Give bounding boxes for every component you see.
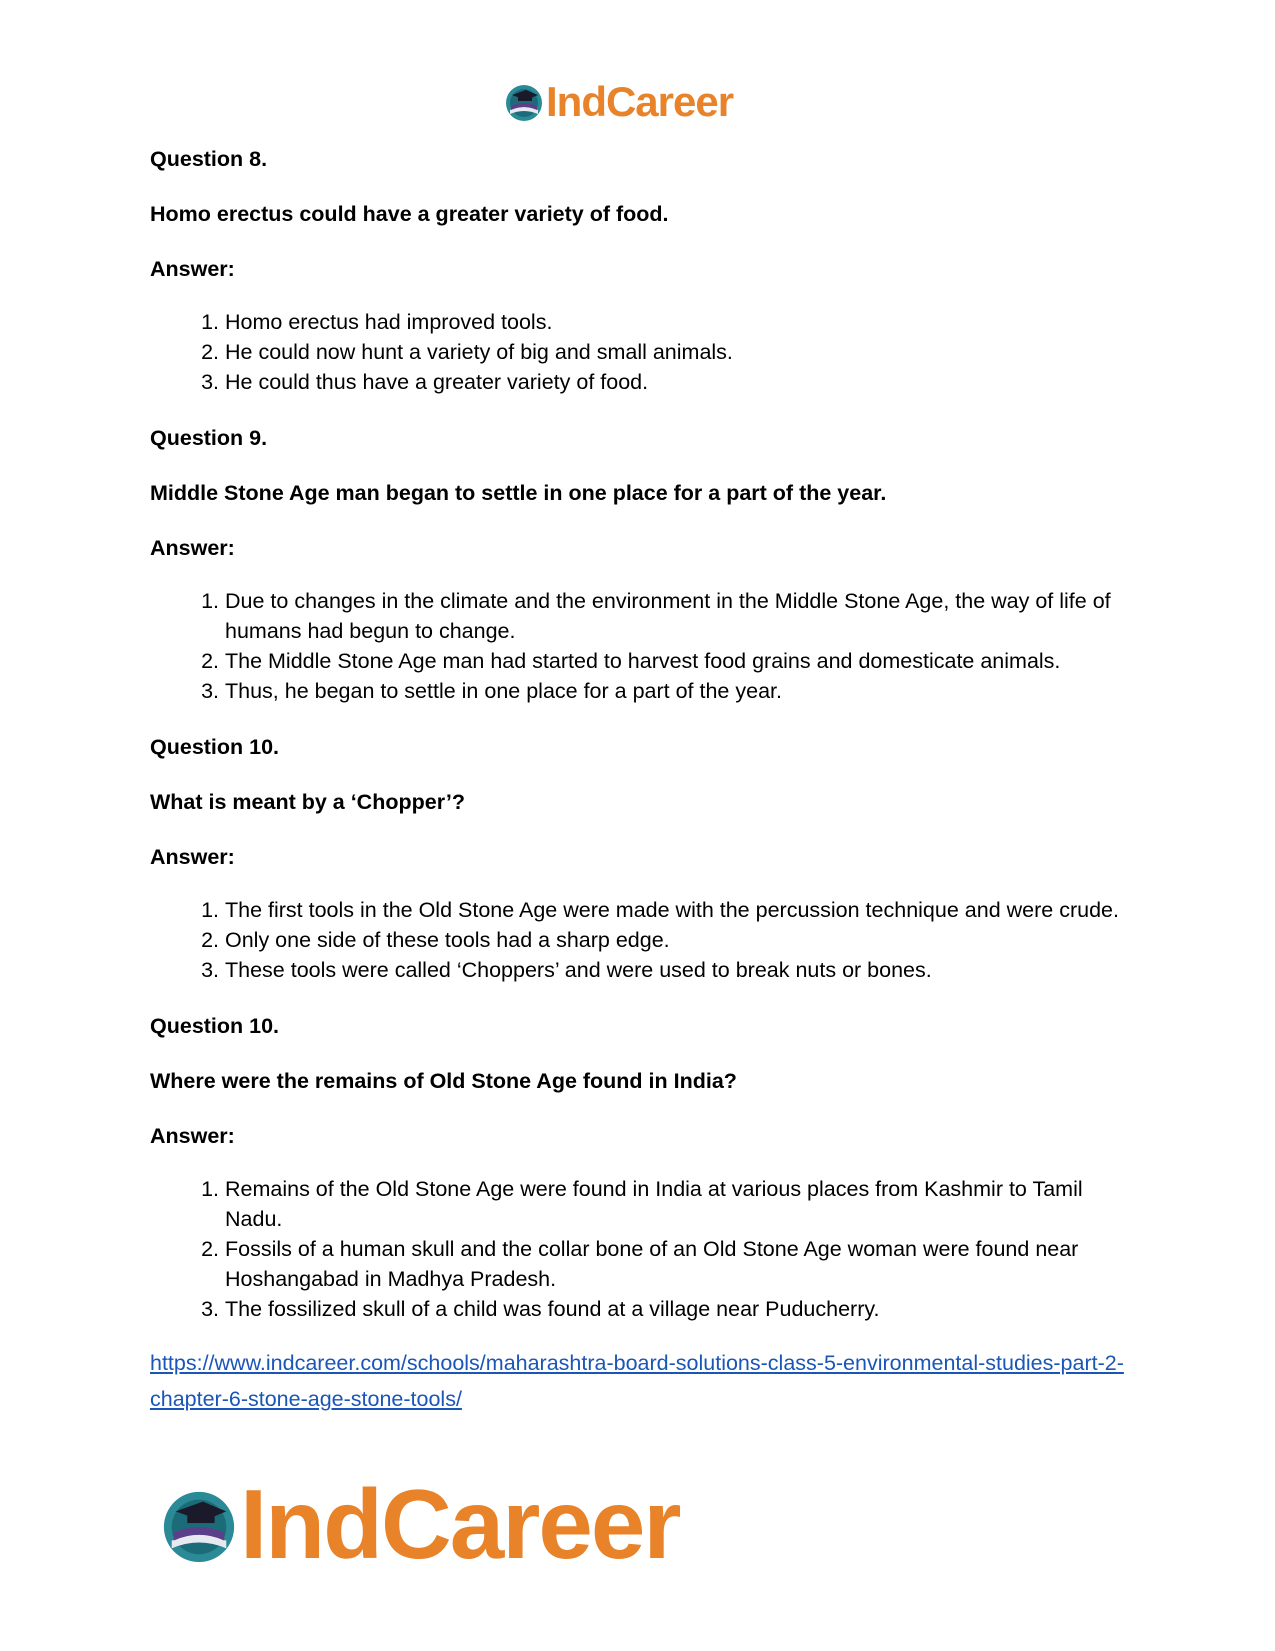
answer-label: Answer: — [150, 845, 235, 869]
source-link[interactable]: https://www.indcareer.com/schools/maharashtra-board-solutions-class-5-environmental-studies-part-2-chapter-6-stone-age-stone-tools/ — [150, 1351, 1124, 1411]
question-number: Question 10. — [150, 735, 280, 759]
answer-list — [150, 895, 1130, 985]
logo-wordmark: IndCareer — [546, 78, 734, 125]
answer-point: 1. Remains of the Old Stone Age were found in India at various places from Kashmir to Tamil Nadu. — [225, 1174, 1130, 1234]
question-text: Where were the remains of Old Stone Age found in India? — [150, 1069, 737, 1093]
answer-label: Answer: — [150, 1124, 235, 1148]
question-number: Question 10. — [150, 1014, 280, 1038]
question-text: Middle Stone Age man began to settle in one place for a part of the year. — [150, 481, 887, 505]
question-number: Question 9. — [150, 426, 268, 450]
answer-point: 1. The first tools in the Old Stone Age were made with the percussion technique and were crude. — [225, 895, 1130, 925]
indcareer-logo-footer — [160, 1468, 680, 1581]
answer-point: 3. He could thus have a greater variety of food. — [225, 367, 1130, 397]
answer-point: 2. Fossils of a human skull and the collar bone of an Old Stone Age woman were found near Hoshangabad in Madhya Pradesh. — [225, 1234, 1130, 1294]
answer-label: Answer: — [150, 257, 235, 281]
answer-point: 3. The fossilized skull of a child was found at a village near Puducherry. — [225, 1294, 1130, 1324]
answer-point: 2. Only one side of these tools had a sharp edge. — [225, 925, 1130, 955]
question-text: Homo erectus could have a greater variety of food. — [150, 202, 669, 226]
answer-point: 2. He could now hunt a variety of big and small animals. — [225, 337, 1130, 367]
question-number: Question 8. — [150, 147, 268, 171]
answer-point: 3. Thus, he began to settle in one place for a part of the year. — [225, 676, 1130, 706]
answer-list — [150, 1174, 1130, 1324]
logo-wordmark: IndCareer — [240, 1469, 680, 1579]
graduation-cap-book-icon — [504, 82, 544, 122]
graduation-cap-book-icon — [160, 1486, 238, 1564]
answer-list — [150, 307, 1130, 397]
qa-content — [150, 145, 1130, 1417]
answer-point: 1. Homo erectus had improved tools. — [225, 307, 1130, 337]
answer-point: 2. The Middle Stone Age man had started to harvest food grains and domesticate animals. — [225, 646, 1130, 676]
answer-point: 3. These tools were called ‘Choppers’ and were used to break nuts or bones. — [225, 955, 1130, 985]
answer-list — [150, 586, 1130, 706]
indcareer-logo-header — [504, 78, 733, 126]
answer-label: Answer: — [150, 536, 235, 560]
answer-point: 1. Due to changes in the climate and the environment in the Middle Stone Age, the way of life of humans had begun to change. — [225, 586, 1130, 646]
question-text: What is meant by a ‘Chopper’? — [150, 790, 465, 814]
